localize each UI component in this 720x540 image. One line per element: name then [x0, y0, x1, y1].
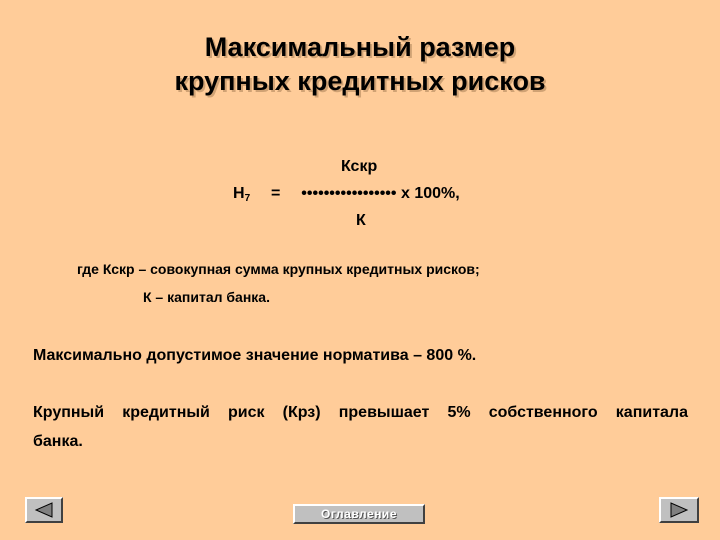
triangle-right-icon: [668, 502, 690, 518]
prev-slide-button[interactable]: [25, 497, 63, 523]
slide-title: [0, 30, 720, 98]
formula-equals: =: [271, 185, 281, 202]
formula-denominator: К: [356, 212, 366, 229]
max-value-text: Максимально допустимое значение норматива – 800 %.: [33, 347, 477, 364]
toc-button[interactable]: Оглавление: [293, 504, 425, 524]
title-line-2: крупных кредитных рисков: [174, 66, 546, 96]
definition-k: К – капитал банка.: [143, 289, 270, 305]
formula-main-line: [233, 185, 460, 204]
formula-lhs-subscript: 7: [244, 193, 251, 204]
title-line-1: Максимальный размер: [204, 32, 516, 62]
definition-kskr: где Кскр – совокупная сумма крупных кредитных рисков;: [77, 261, 480, 277]
large-risk-paragraph: Крупный кредитный риск (Крз) превышает 5% собственного капитала банка.: [33, 404, 688, 450]
formula-lhs: Н: [233, 185, 245, 202]
next-slide-button[interactable]: [659, 497, 699, 523]
formula-numerator: Кскр: [341, 158, 378, 175]
formula-multiplier: x 100%,: [400, 185, 460, 202]
formula-fraction-dots: •••••••••••••••••: [301, 185, 397, 202]
triangle-left-icon: [33, 502, 55, 518]
